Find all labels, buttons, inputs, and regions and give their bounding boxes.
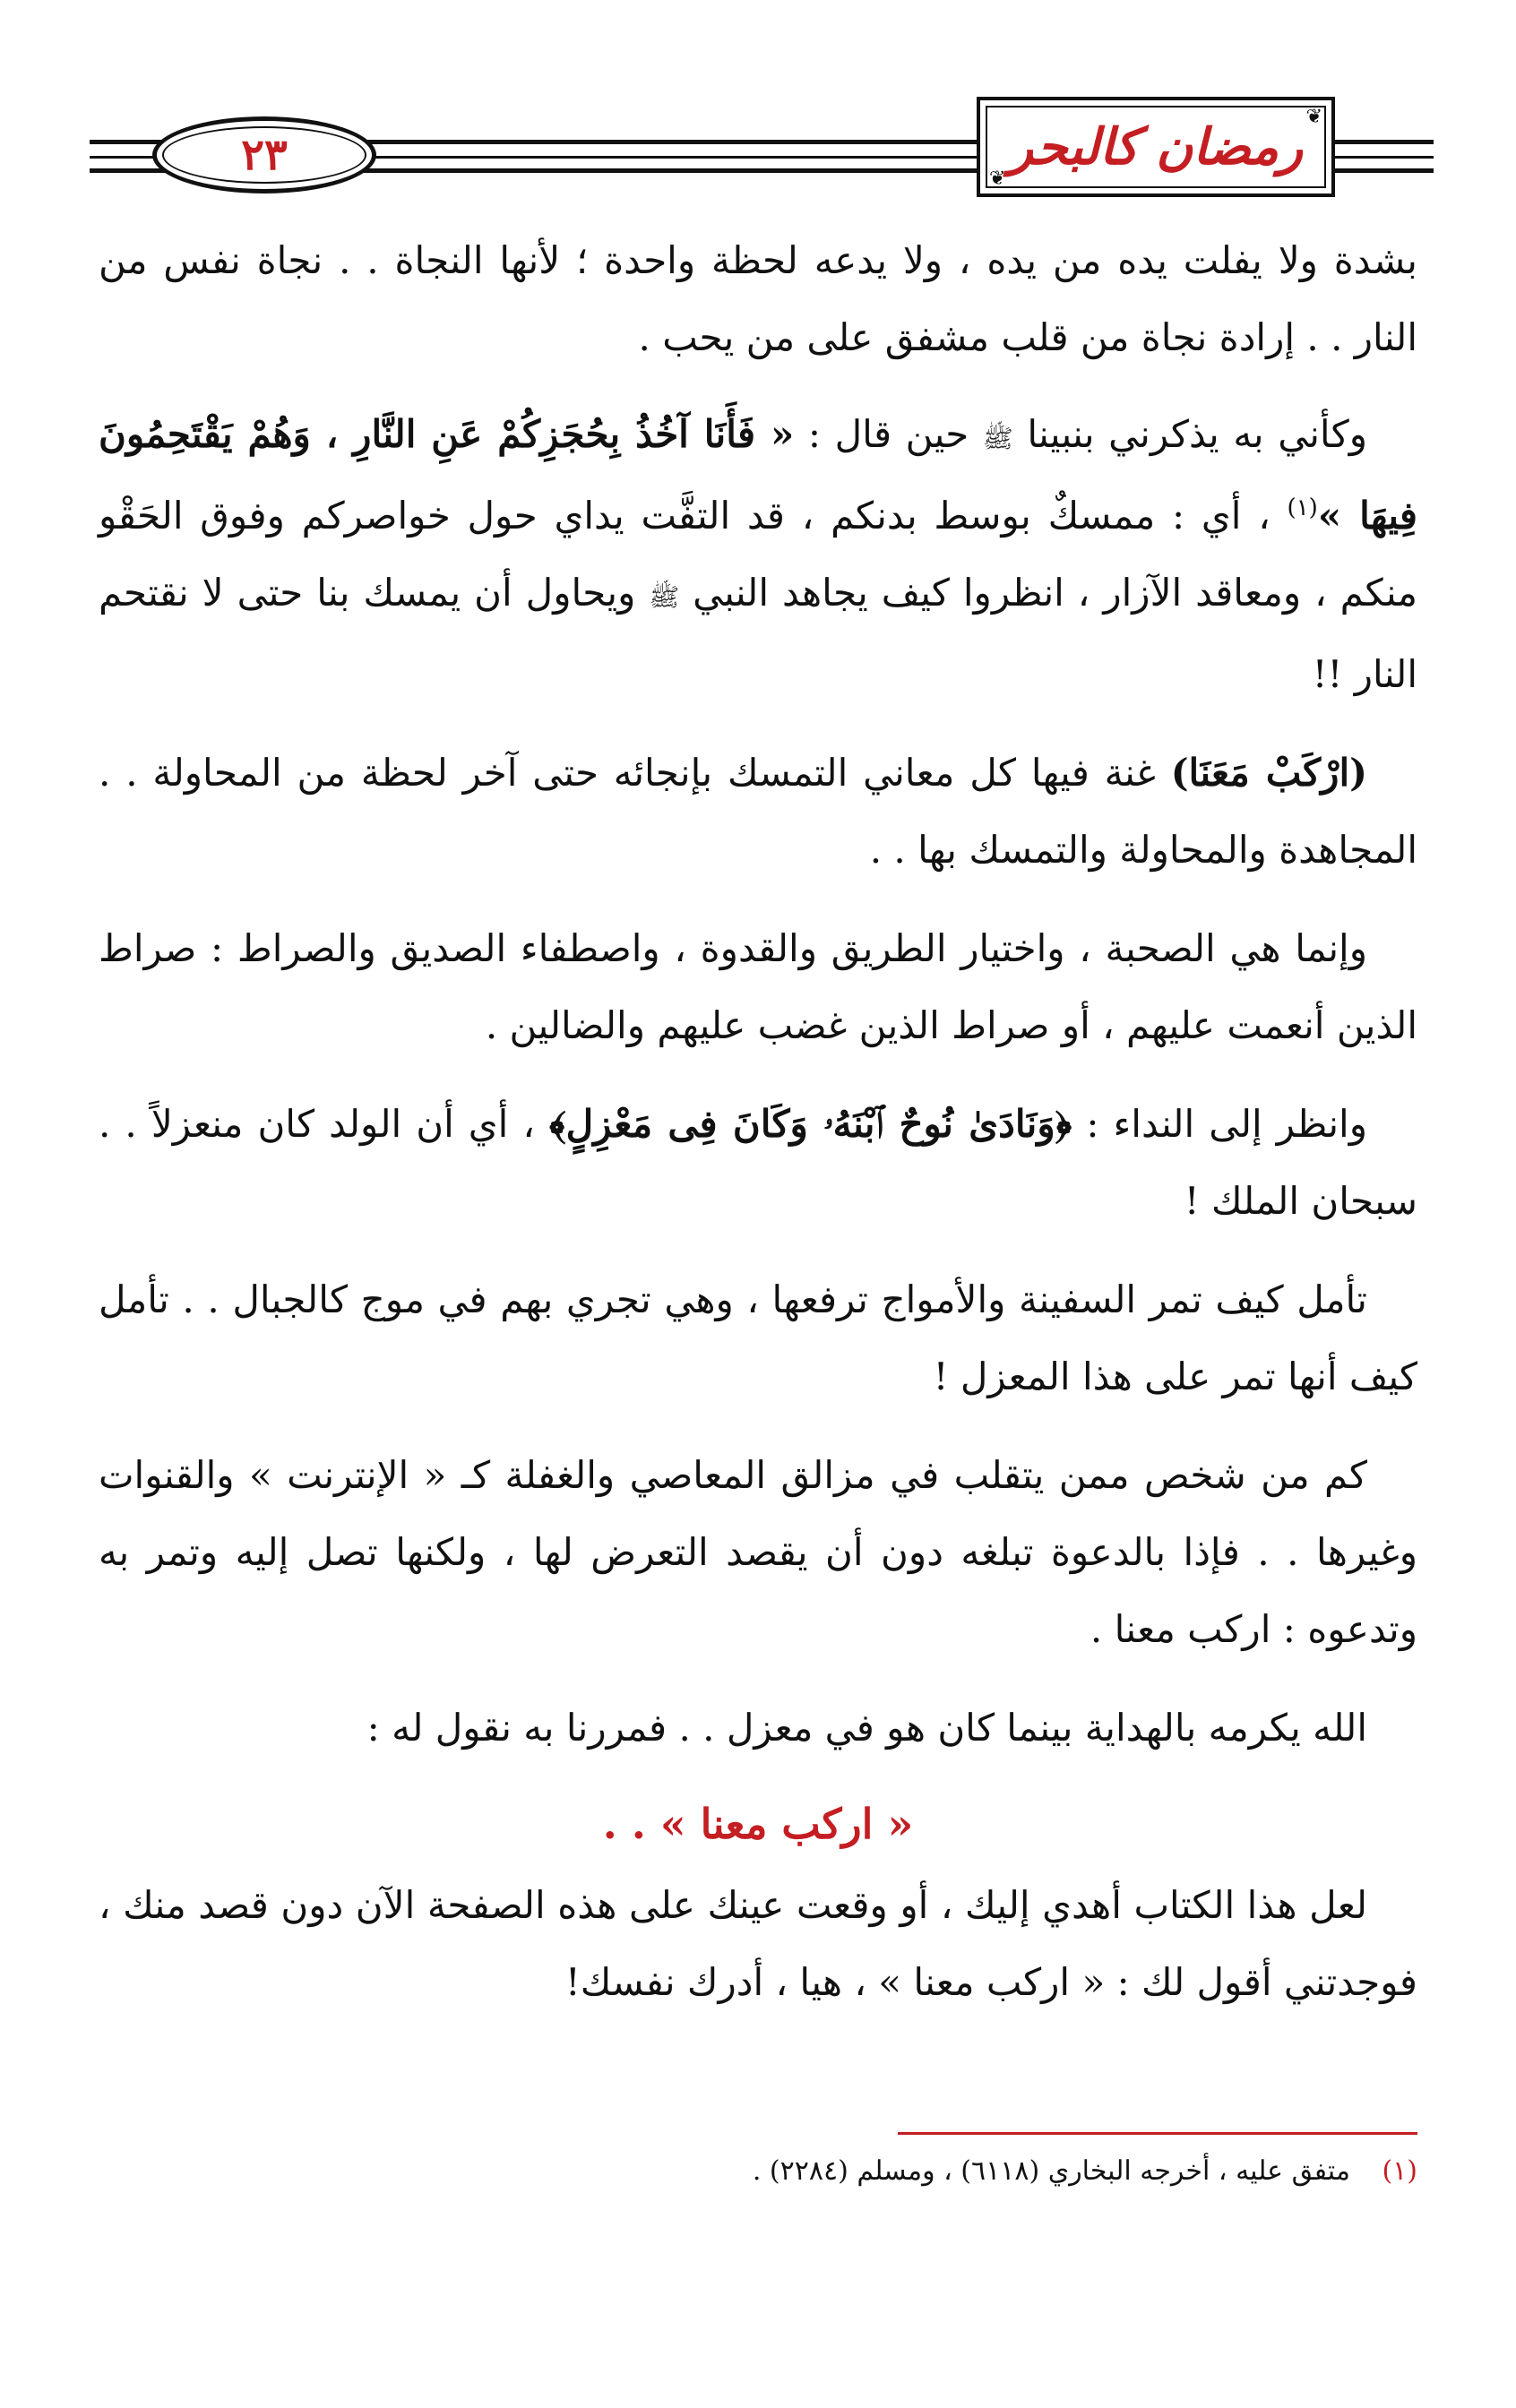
paragraph-text: تأمل كيف تمر السفينة والأمواج ترفعها ، وهي تجري بهم في موج كالجبال . . تأمل كيف أنها تمر على هذا المعزل ! [99,1277,1417,1398]
paragraph [99,910,1417,1064]
section-heading: « اركب معنا » . . [602,1800,914,1848]
salutation-glyph: ﷺ [649,582,680,612]
paragraph [99,1867,1417,2021]
paragraph-text: غنة فيها كل معاني التمسك بإنجائه حتى آخر لحظة من المحاولة . . المجاهدة والمحاولة والتمسك بها . . [99,751,1417,872]
book-title: رمضان كالبحر [1009,117,1304,176]
paragraph [99,735,1417,889]
page-number-badge [152,116,376,194]
page-body [99,222,1417,2042]
paragraph-text: ، أي : ممسكٌ بوسط بدنكم ، قد التفَّت يداي حول خواصركم وفوق الحَقْو منكم ، ومعاقد الآزار ، انظروا كيف يجاهد النبي [99,494,1417,615]
paragraph-text: كم من شخص ممن يتقلب في مزالق المعاصي والغفلة كـ « الإنترنت » والقنوات وغيرها . . فإذا بالدعوة تبلغه دون أن يقصد التعرض لها ، ولكنها تصل إليه وتمر به وتدعوه : اركب معنا . [99,1453,1417,1651]
salutation-glyph: ﷺ [982,424,1013,453]
hadith-quote: « فَأَنَا آخُذُ بِحُجَزِكُمْ عَنِ النَّارِ ، وَهُمْ يَقْتَحِمُونَ فِيهَا » [99,412,1417,538]
footnote-divider [898,2132,1417,2135]
footnote-text: متفق عليه ، أخرجه البخاري (٦١١٨) ، ومسلم (٢٢٨٤) . [752,2155,1350,2187]
paragraph-text: بشدة ولا يفلت يده من يده ، ولا يدعه لحظة واحدة ؛ لأنها النجاة . . نجاة نفس من النار . . إرادة نجاة من قلب مشفق على من يحب . [99,238,1417,359]
paragraph [99,396,1417,713]
paragraph-text: ، أي أن الولد كان منعزلاً . . سبحان الملك ! [99,1102,1417,1223]
paragraph-text: وانظر إلى النداء : [1086,1102,1368,1146]
paragraph [99,1690,1417,1767]
ornament-icon: ❦ [1305,106,1322,128]
paragraph-text: لعل هذا الكتاب أهدي إليك ، أو وقعت عينك على هذه الصفحة الآن دون قصد منك ، فوجدتني أقول لك : « اركب معنا » ، هيا ، أدرك نفسك! [99,1883,1417,2004]
footnote-mark: (١) [1382,2155,1417,2187]
paragraph-text: وكأني به يذكرني بنبينا [1027,412,1367,456]
quran-quote: ﴿وَنَادَىٰ نُوحٌ ٱبْنَهُۥ وَكَانَ فِى مَعْزِلٍ﴾ [549,1102,1072,1146]
paragraph-text: حين قال : [807,412,969,456]
page-header [90,90,1434,215]
page-number: ٢٣ [241,130,288,180]
emphasis-phrase: (ارْكَبْ مَعَنَا) [1170,751,1367,795]
ornament-icon: ❦ [989,168,1006,190]
paragraph-text: وإنما هي الصحبة ، واختيار الطريق والقدوة ، واصطفاء الصديق والصراط : صراط الذين أنعمت عليهم ، أو صراط الذين غضب عليهم والضالين . [99,926,1417,1047]
paragraph [99,1086,1417,1240]
footnote [99,2148,1417,2195]
paragraph [99,1437,1417,1668]
footnote-ref[interactable]: (١) [1287,494,1318,521]
book-title-frame [977,97,1335,197]
paragraph [99,222,1417,376]
paragraph [99,1261,1417,1415]
paragraph-text: ويحاول أن يمسك بنا حتى لا نقتحم النار !! [99,571,1417,696]
paragraph-text: الله يكرمه بالهداية بينما كان هو في معزل . . فمررنا به نقول له : [366,1706,1367,1750]
